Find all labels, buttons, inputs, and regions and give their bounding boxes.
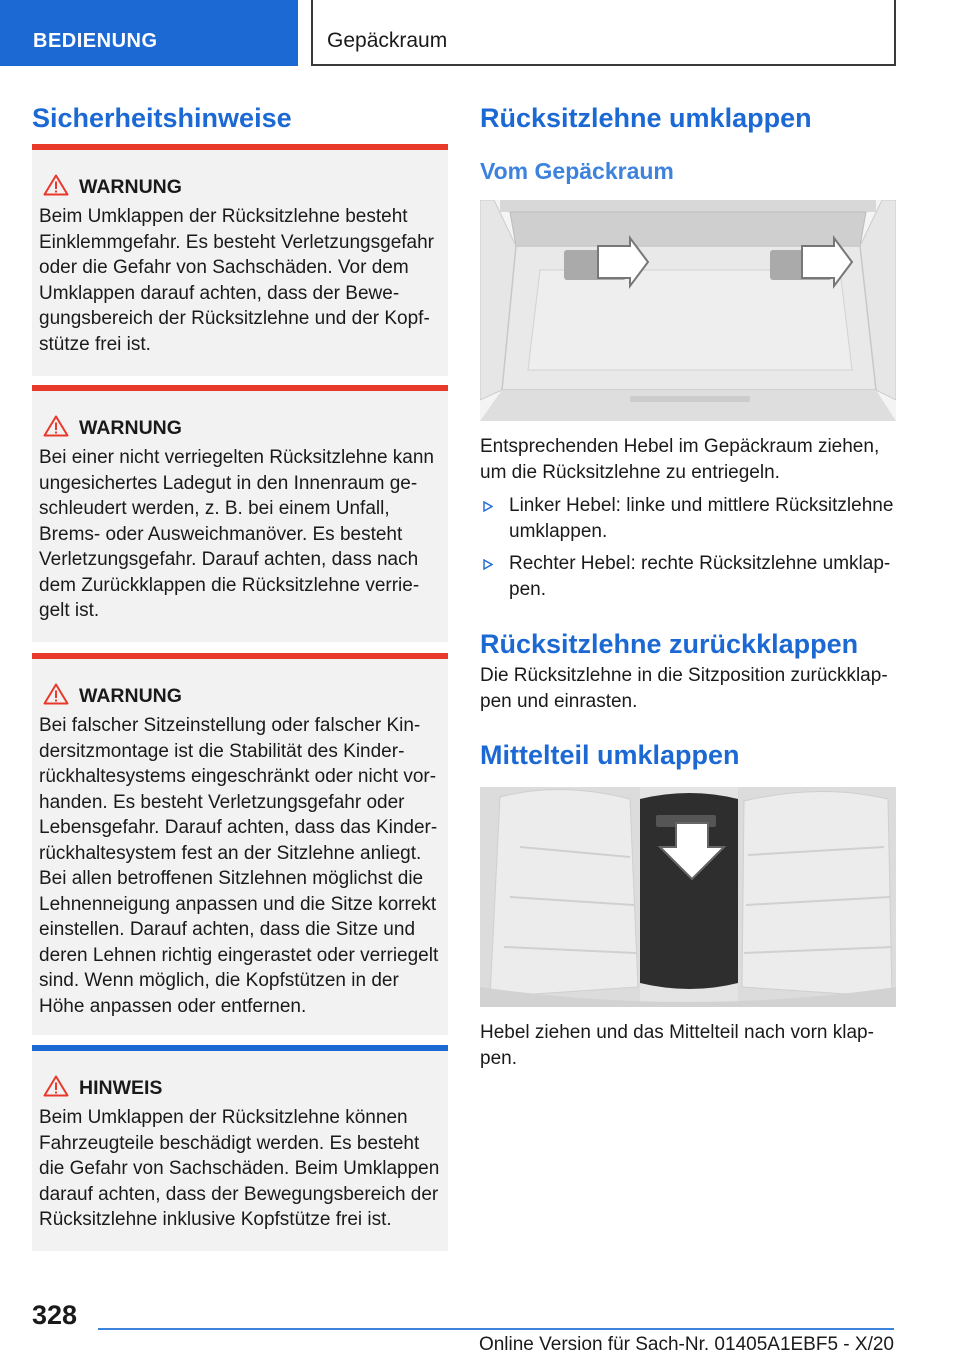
warning-title xyxy=(39,174,442,198)
left-column xyxy=(32,100,448,1230)
notice-box xyxy=(32,1045,448,1251)
warning-title xyxy=(39,415,442,439)
from-trunk-subheading: Vom Gepäckraum xyxy=(480,158,674,184)
center-section-text: Hebel ziehen und das Mittelteil nach vorn klappen. xyxy=(480,1022,874,1069)
warning-triangle-icon xyxy=(43,415,69,437)
warning-text: Beim Umklappen der Rücksitzlehne besteht Einklemmgefahr. Es besteht Verletzungsgefahr oder die Gefahr von Sachschäden. Vor dem Umklappen darauf achten, dass der Bewegungsbereich der Rücksitzlehne und der Kopfstütze frei ist. xyxy=(39,206,435,355)
list-item-text: Linker Hebel: linke und mittlere Rücksitzlehne umklappen. xyxy=(509,495,894,542)
warning-label: WARNUNG xyxy=(79,176,182,198)
center-section-illustration xyxy=(480,787,896,1007)
footer-text: Online Version für Sach-Nr. 01405A1EBF5 - X/20 xyxy=(478,1334,894,1355)
warning-title xyxy=(39,683,442,707)
fold-seatback-heading: Rücksitzlehne umklappen xyxy=(480,103,812,133)
list-item-text: Rechter Hebel: rechte Rücksitzlehne umklappen. xyxy=(509,553,891,600)
section-label: BEDIENUNG xyxy=(33,30,158,52)
footer-divider xyxy=(98,1328,894,1330)
warning-box-1 xyxy=(32,144,448,376)
warning-box-2 xyxy=(32,385,448,642)
center-section-heading: Mittelteil umklappen xyxy=(480,740,740,770)
list-item xyxy=(480,493,896,544)
instruction-text: Entsprechenden Hebel im Gepäckraum ziehen, um die Rücksitzlehne zu entriegeln. xyxy=(480,436,880,483)
warning-text: Bei falscher Sitzeinstellung oder falscher Kindersitzmontage ist die Stabilität des Kinderrückhaltesystems eingeschränkt oder nicht vorhanden. Es besteht Verletzungsgefahr oder Lebensgefahr. Darauf achten, dass das Kinderrückhaltesystem fest an der Sitzlehne anliegt. Bei allen betroffenen Sitzlehnen möglichst die Lehnenneigung anpassen und die Sitze korrekt einstellen. Darauf achten, dass die Sitze und deren Lehnen richtig eingerastet oder verriegelt sind. Wenn möglich, die Kopfstützen in der Höhe anpassen oder entfernen. xyxy=(39,715,439,1017)
bullet-triangle-icon xyxy=(483,501,493,512)
list-item xyxy=(480,551,896,602)
bullet-triangle-icon xyxy=(483,559,493,570)
notice-label: HINWEIS xyxy=(79,1077,163,1099)
fold-back-text: Die Rücksitzlehne in die Sitzposition zurückklappen und einrasten. xyxy=(480,665,888,712)
notice-title xyxy=(39,1075,442,1099)
chapter-tab xyxy=(311,0,896,66)
warning-box-3 xyxy=(32,653,448,1035)
fold-back-heading: Rücksitzlehne zurückklappen xyxy=(480,629,859,659)
safety-heading: Sicherheitshinweise xyxy=(32,103,292,133)
warning-label: WARNUNG xyxy=(79,417,182,439)
trunk-illustration xyxy=(480,200,896,421)
chapter-label: Gepäckraum xyxy=(327,29,448,52)
notice-text: Beim Umklappen der Rücksitzlehne können Fahrzeugteile beschädigt werden. Es besteht die Gefahr von Sachschäden. Beim Umklappen darauf achten, dass der Bewegungsbereich der Rücksitzlehne inklusive Kopfstütze frei ist. xyxy=(39,1107,440,1230)
warning-triangle-icon xyxy=(43,174,69,196)
warning-triangle-icon xyxy=(43,1075,69,1097)
warning-text: Bei einer nicht verriegelten Rücksitzlehne kann ungesichertes Ladegut in den Innenraum geschleudert werden, z. B. bei einem Unfall, Brems- oder Ausweichmanöver. Es besteht Verletzungsgefahr. Darauf achten, dass nach dem Zurückklappen die Rücksitzlehne verriegelt ist. xyxy=(39,447,434,621)
warning-label: WARNUNG xyxy=(79,685,182,707)
section-tab xyxy=(0,0,298,66)
right-column xyxy=(480,100,896,1071)
page-number: 328 xyxy=(32,1300,78,1330)
warning-triangle-icon xyxy=(43,683,69,705)
